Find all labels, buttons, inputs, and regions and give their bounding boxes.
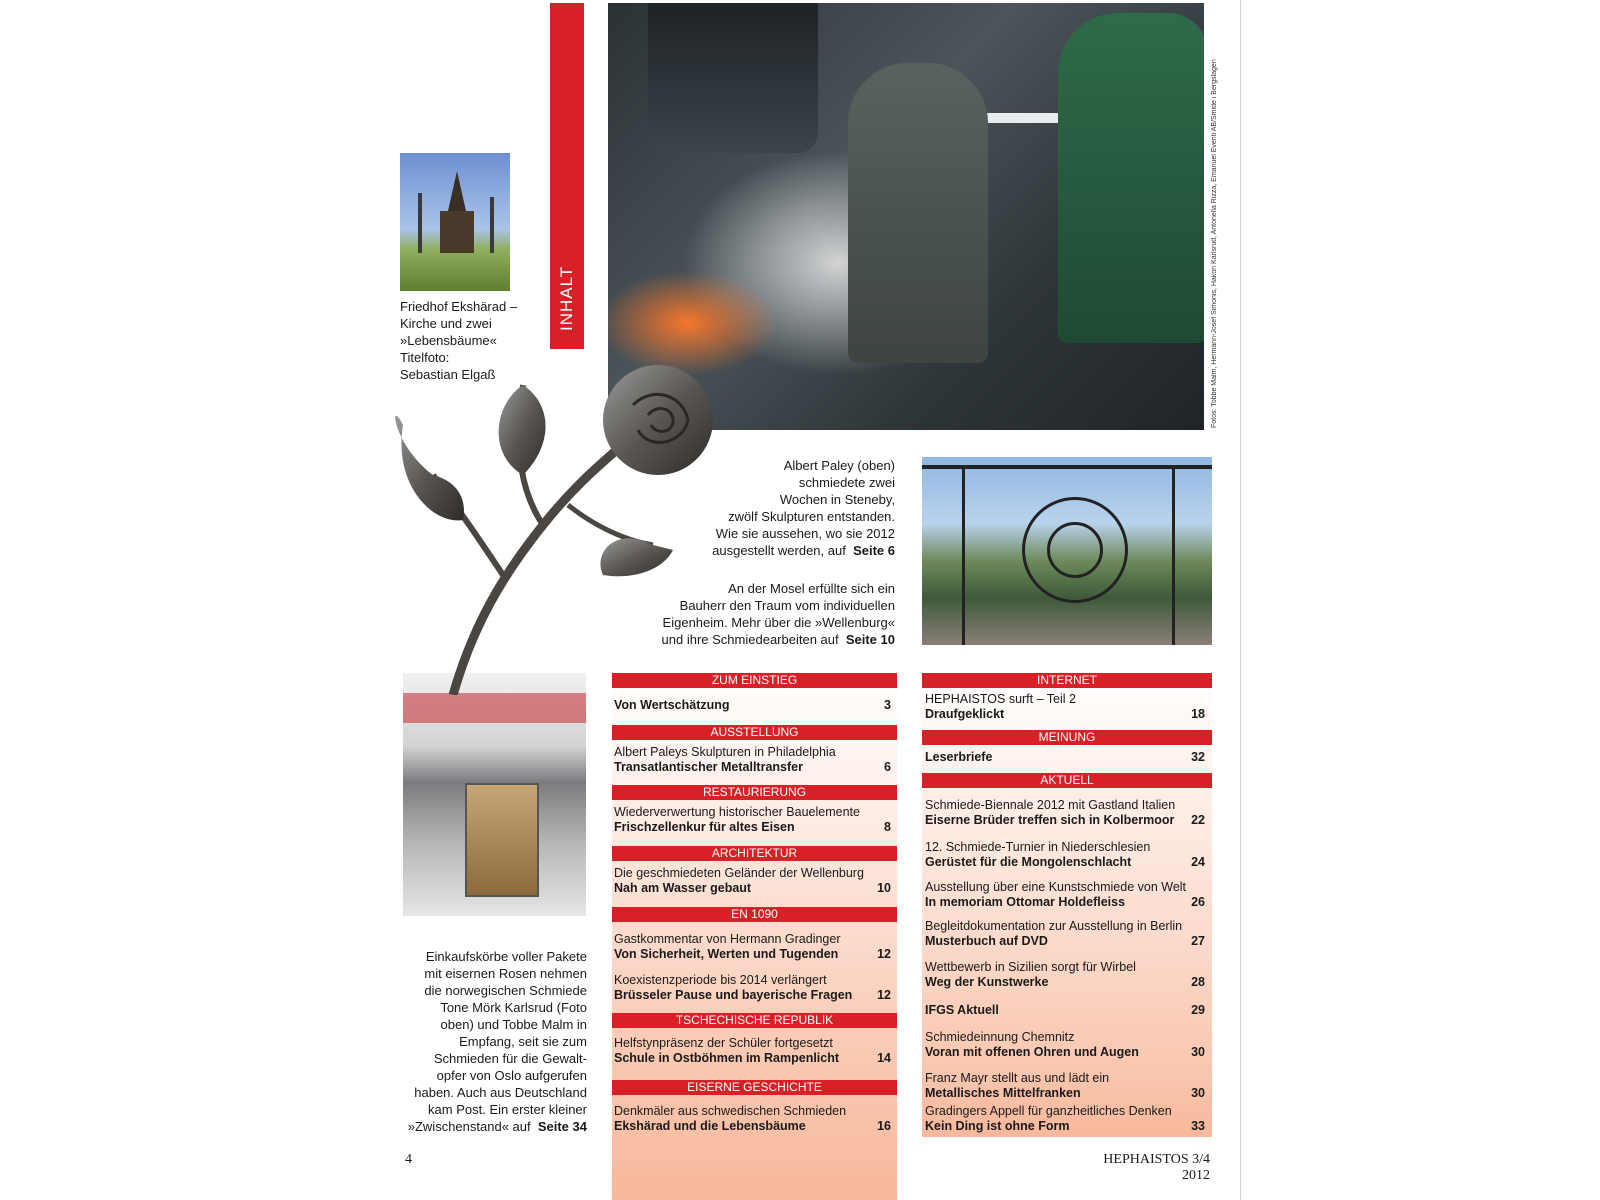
entry-subtitle: Franz Mayr stellt aus und lädt ein: [925, 1071, 1110, 1085]
entry-title: In memoriam Ottomar Holdefleiss: [925, 895, 1126, 909]
entry-page: 27: [1191, 934, 1205, 948]
entry-title: Transatlantischer Metalltransfer: [614, 760, 803, 774]
caption-line: Wie sie aussehen, wo sie 2012: [715, 526, 895, 541]
caption-line: mit eisernen Rosen nehmen: [424, 966, 587, 981]
caption-line: Bauherr den Traum vom individuellen: [679, 598, 895, 613]
entry-page: 33: [1191, 1119, 1205, 1133]
section-header: EN 1090: [612, 907, 897, 922]
entry-title: IFGS Aktuell: [925, 1003, 999, 1017]
page-reference[interactable]: Seite 6: [853, 543, 895, 558]
entry-title: Leserbriefe: [925, 750, 993, 764]
caption-line: Titelfoto:: [400, 350, 450, 365]
church-photo: [400, 153, 510, 291]
entry-subtitle: Albert Paleys Skulpturen in Philadelphia: [614, 745, 836, 759]
entry-page: 30: [1191, 1086, 1205, 1100]
entry-subtitle: Wiederverwertung historischer Bauelemente: [614, 805, 860, 819]
entry-subtitle: Wettbewerb in Sizilien sorgt für Wirbel: [925, 960, 1136, 974]
entry-title: Schule in Ostböhmen im Rampenlicht: [614, 1051, 840, 1065]
section-header: MEINUNG: [922, 730, 1212, 745]
caption-line: An der Mosel erfüllte sich ein: [728, 581, 895, 596]
rosen-caption: [400, 948, 587, 1135]
entry-page: 8: [884, 820, 891, 834]
toc-entry[interactable]: [925, 840, 1205, 870]
entry-page: 30: [1191, 1045, 1205, 1059]
caption-line: haben. Auch aus Deutschland: [414, 1085, 587, 1100]
caption-line: Tone Mörk Karlsrud (Foto: [440, 1000, 587, 1015]
toc-entry[interactable]: [925, 1030, 1205, 1060]
caption-line: Empfang, seit sie zum: [459, 1034, 587, 1049]
caption-line: Friedhof Ekshärad –: [400, 299, 518, 314]
entry-subtitle: Schmiedeinnung Chemnitz: [925, 1030, 1075, 1044]
entry-subtitle: 12. Schmiede-Turnier in Niederschlesien: [925, 840, 1151, 854]
entry-page: 18: [1191, 707, 1205, 721]
entry-title: Brüsseler Pause und bayerische Fragen: [614, 988, 853, 1002]
entry-subtitle: Ausstellung über eine Kunstschmiede von Welt: [925, 880, 1187, 894]
caption-line: Wochen in Steneby,: [779, 492, 895, 507]
entry-subtitle: Koexistenzperiode bis 2014 verlängert: [614, 973, 827, 987]
entry-subtitle: Begleitdokumentation zur Ausstellung in Berlin: [925, 919, 1183, 933]
entry-page: 32: [1191, 750, 1205, 764]
section-header: AUSSTELLUNG: [612, 725, 897, 740]
toc-entry[interactable]: [614, 866, 891, 896]
entry-title: Draufgeklickt: [925, 707, 1005, 721]
section-header: EISERNE GESCHICHTE: [612, 1080, 897, 1095]
toc-entry[interactable]: [925, 1104, 1205, 1134]
section-header: ARCHITEKTUR: [612, 846, 897, 861]
caption-line: Einkaufskörbe voller Pakete: [425, 949, 587, 964]
caption-line: »Zwischenstand« auf Seite 34: [407, 1119, 587, 1134]
railing-photo: [922, 457, 1212, 645]
caption-line: Eigenheim. Mehr über die »Wellenburg«: [662, 615, 895, 630]
toc-entry[interactable]: [925, 1003, 1205, 1018]
entry-page: 29: [1191, 1003, 1205, 1017]
toc-entry[interactable]: [614, 973, 891, 1003]
entry-title: Ekshärad und die Lebensbäume: [614, 1119, 806, 1133]
entry-subtitle: Denkmäler aus schwedischen Schmieden: [614, 1104, 847, 1118]
entry-title: Weg der Kunstwerke: [925, 975, 1049, 989]
entry-title: Musterbuch auf DVD: [925, 934, 1048, 948]
entry-page: 22: [1191, 813, 1205, 827]
entry-page: 6: [884, 760, 891, 774]
entry-subtitle: HEPHAISTOS surft – Teil 2: [925, 692, 1076, 706]
entry-title: Nah am Wasser gebaut: [614, 881, 752, 895]
caption-line: Sebastian Elgaß: [400, 367, 496, 382]
toc-entry[interactable]: [614, 698, 891, 713]
toc-entry[interactable]: [925, 960, 1205, 990]
entry-page: 12: [877, 988, 891, 1002]
entry-page: 3: [884, 698, 891, 712]
entry-title: Von Sicherheit, Werten und Tugenden: [614, 947, 839, 961]
caption-line: und ihre Schmiedearbeiten auf Seite 10: [661, 632, 895, 647]
caption-line: kam Post. Ein erster kleiner: [428, 1102, 587, 1117]
mosel-caption: [640, 580, 895, 648]
entry-subtitle: Gradingers Appell für ganzheitliches Denken: [925, 1104, 1172, 1118]
caption-line: schmiedete zwei: [798, 475, 895, 490]
entry-page: 26: [1191, 895, 1205, 909]
paley-caption: [700, 457, 895, 559]
toc-entry[interactable]: [614, 745, 891, 775]
toc-entry[interactable]: [614, 1036, 891, 1066]
toc-entry[interactable]: [925, 750, 1205, 765]
toc-entry[interactable]: [925, 919, 1205, 949]
page-reference[interactable]: Seite 34: [537, 1119, 587, 1134]
church-caption: [400, 298, 530, 383]
toc-entry[interactable]: [614, 1104, 891, 1134]
entry-title: Frischzellenkur für altes Eisen: [614, 820, 795, 834]
entry-page: 14: [877, 1051, 891, 1065]
entry-page: 12: [877, 947, 891, 961]
page-number: 4: [405, 1152, 412, 1167]
toc-entry[interactable]: [614, 932, 891, 962]
entry-title: Gerüstet für die Mongolenschlacht: [925, 855, 1132, 869]
section-header: TSCHECHISCHE REPUBLIK: [612, 1013, 897, 1028]
caption-line: oben) und Tobbe Malm in: [440, 1017, 587, 1032]
entry-subtitle: Helfstynpräsenz der Schüler fortgesetzt: [614, 1036, 833, 1050]
toc-entry[interactable]: [925, 1071, 1205, 1101]
entry-title: Eiserne Brüder treffen sich in Kolbermoor: [925, 813, 1175, 827]
photo-credit: Fotos: Tobbe Malm, Hermann-Josef Simonis, Hakon Karlsrud, Antonella Rizza, Emanuel Eventi AB/Smide i Bergslagen: [1211, 59, 1218, 428]
toc-entry[interactable]: [925, 880, 1205, 910]
shop-photo: [403, 673, 586, 916]
page-reference[interactable]: Seite 10: [845, 632, 895, 647]
entry-title: Voran mit offenen Ohren und Augen: [925, 1045, 1139, 1059]
section-header: INTERNET: [922, 673, 1212, 688]
entry-title: Kein Ding ist ohne Form: [925, 1119, 1070, 1133]
entry-subtitle: Schmiede-Biennale 2012 mit Gastland Italien: [925, 798, 1176, 812]
caption-line: die norwegischen Schmiede: [424, 983, 587, 998]
caption-line: ausgestellt werden, auf Seite 6: [712, 543, 895, 558]
magazine-issue: HEPHAISTOS 3/4 2012: [1103, 1152, 1210, 1183]
caption-line: Kirche und zwei: [400, 316, 492, 331]
caption-line: zwölf Skulpturen entstanden.: [728, 509, 895, 524]
toc-entry[interactable]: [614, 805, 891, 835]
section-header: RESTAURIERUNG: [612, 785, 897, 800]
toc-entry[interactable]: [925, 692, 1205, 722]
entry-page: 24: [1191, 855, 1205, 869]
caption-line: opfer von Oslo aufgerufen: [436, 1068, 587, 1083]
section-header: ZUM EINSTIEG: [612, 673, 897, 688]
caption-line: »Lebensbäume«: [400, 333, 497, 348]
section-header: AKTUELL: [922, 773, 1212, 788]
entry-title: Metallisches Mittelfranken: [925, 1086, 1081, 1100]
entry-subtitle: Die geschmiedeten Geländer der Wellenburg: [614, 866, 864, 880]
caption-line: Albert Paley (oben): [783, 458, 895, 473]
entry-page: 16: [877, 1119, 891, 1133]
entry-page: 28: [1191, 975, 1205, 989]
caption-line: Schmieden für die Gewalt-: [433, 1051, 587, 1066]
entry-page: 10: [877, 881, 891, 895]
toc-entry[interactable]: [925, 798, 1205, 828]
entry-title: Von Wertschätzung: [614, 698, 730, 712]
inhalt-label: INHALT: [557, 265, 576, 331]
page-edge: [1240, 0, 1241, 1200]
entry-subtitle: Gastkommentar von Hermann Gradinger: [614, 932, 841, 946]
